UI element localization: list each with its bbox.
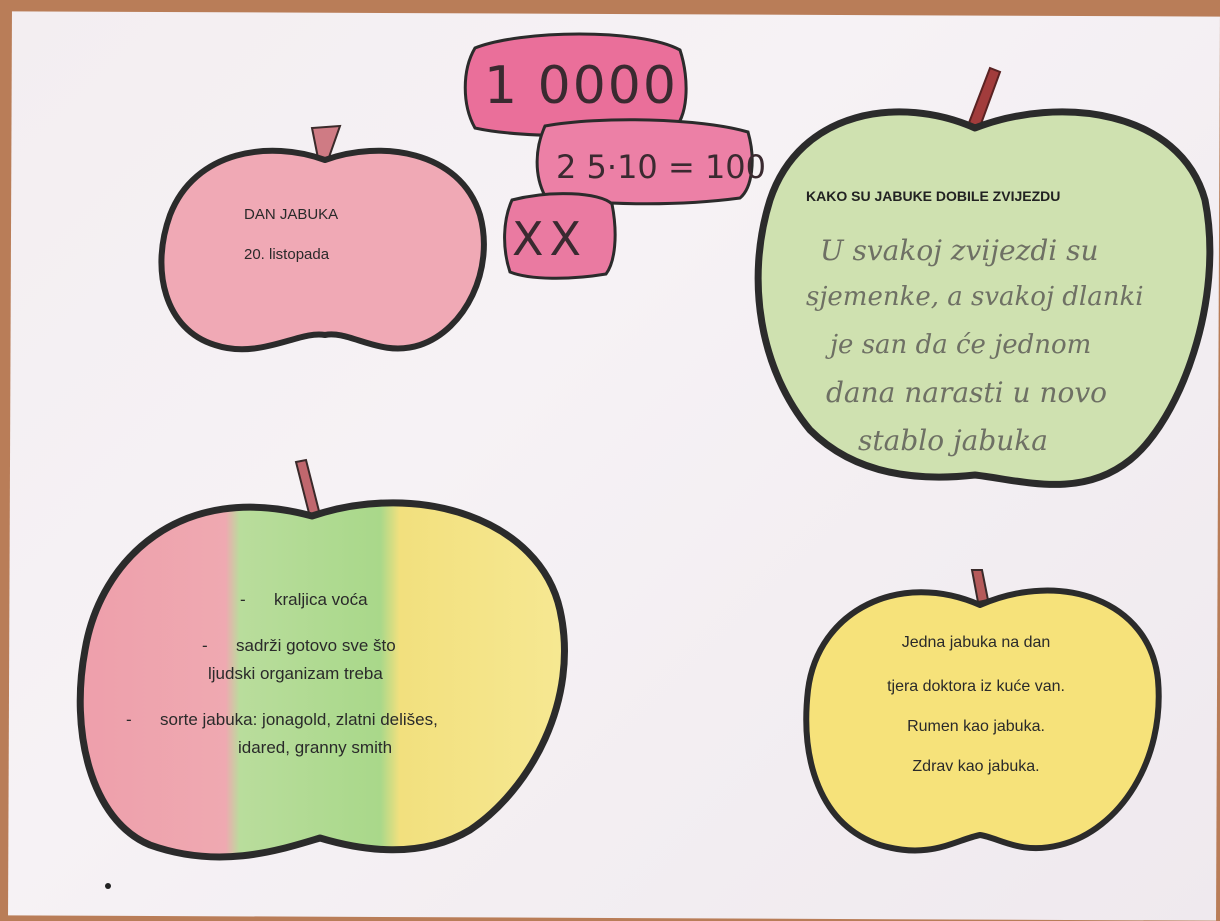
red-apple-drawing: [161, 126, 483, 349]
pink-box-2-text: 2 5·10 = 100: [556, 148, 767, 186]
green-apple-handwriting-4: dana narasti u novo: [826, 376, 1108, 409]
green-apple-drawing: [758, 68, 1210, 484]
tricolor-item-3b: idared, granny smith: [238, 738, 393, 757]
red-apple-date: 20. listopada: [244, 246, 330, 263]
green-apple-handwriting-1: U svakoj zvijezdi su: [820, 234, 1099, 267]
pencil-dot: [105, 883, 111, 889]
yellow-apple-stem: [972, 570, 988, 602]
yellow-apple-line-2: tjera doktora iz kuće van.: [887, 678, 1065, 695]
tricolor-apple-drawing: [80, 460, 564, 857]
green-apple-handwriting-2: sjemenke, a svakoj dlanki: [806, 282, 1144, 312]
tricolor-item-3a: - sorte jabuka: jonagold, zlatni delišes,: [126, 710, 438, 729]
pink-box-3-text: XX: [512, 212, 588, 266]
tricolor-item-2b: ljudski organizam treba: [208, 664, 383, 683]
yellow-apple-line-4: Zdrav kao jabuka.: [912, 758, 1040, 775]
yellow-apple-drawing: [806, 570, 1158, 850]
yellow-apple-line-3: Rumen kao jabuka.: [907, 718, 1045, 735]
green-apple-handwriting-3: je san da će jednom: [830, 330, 1092, 360]
green-apple-handwriting-5: stablo jabuka: [858, 424, 1048, 457]
pink-box-1-text: 1 0000: [484, 56, 678, 116]
tricolor-item-2a: - sadrži gotovo sve što: [202, 636, 396, 655]
tricolor-item-1: - kraljica voća: [240, 590, 368, 609]
tricolor-apple-stem: [296, 460, 320, 517]
yellow-apple-line-1: Jedna jabuka na dan: [901, 634, 1051, 651]
red-apple-title: DAN JABUKA: [244, 206, 339, 223]
green-apple-title: KAKO SU JABUKE DOBILE ZVIJEZDU: [806, 188, 1061, 204]
